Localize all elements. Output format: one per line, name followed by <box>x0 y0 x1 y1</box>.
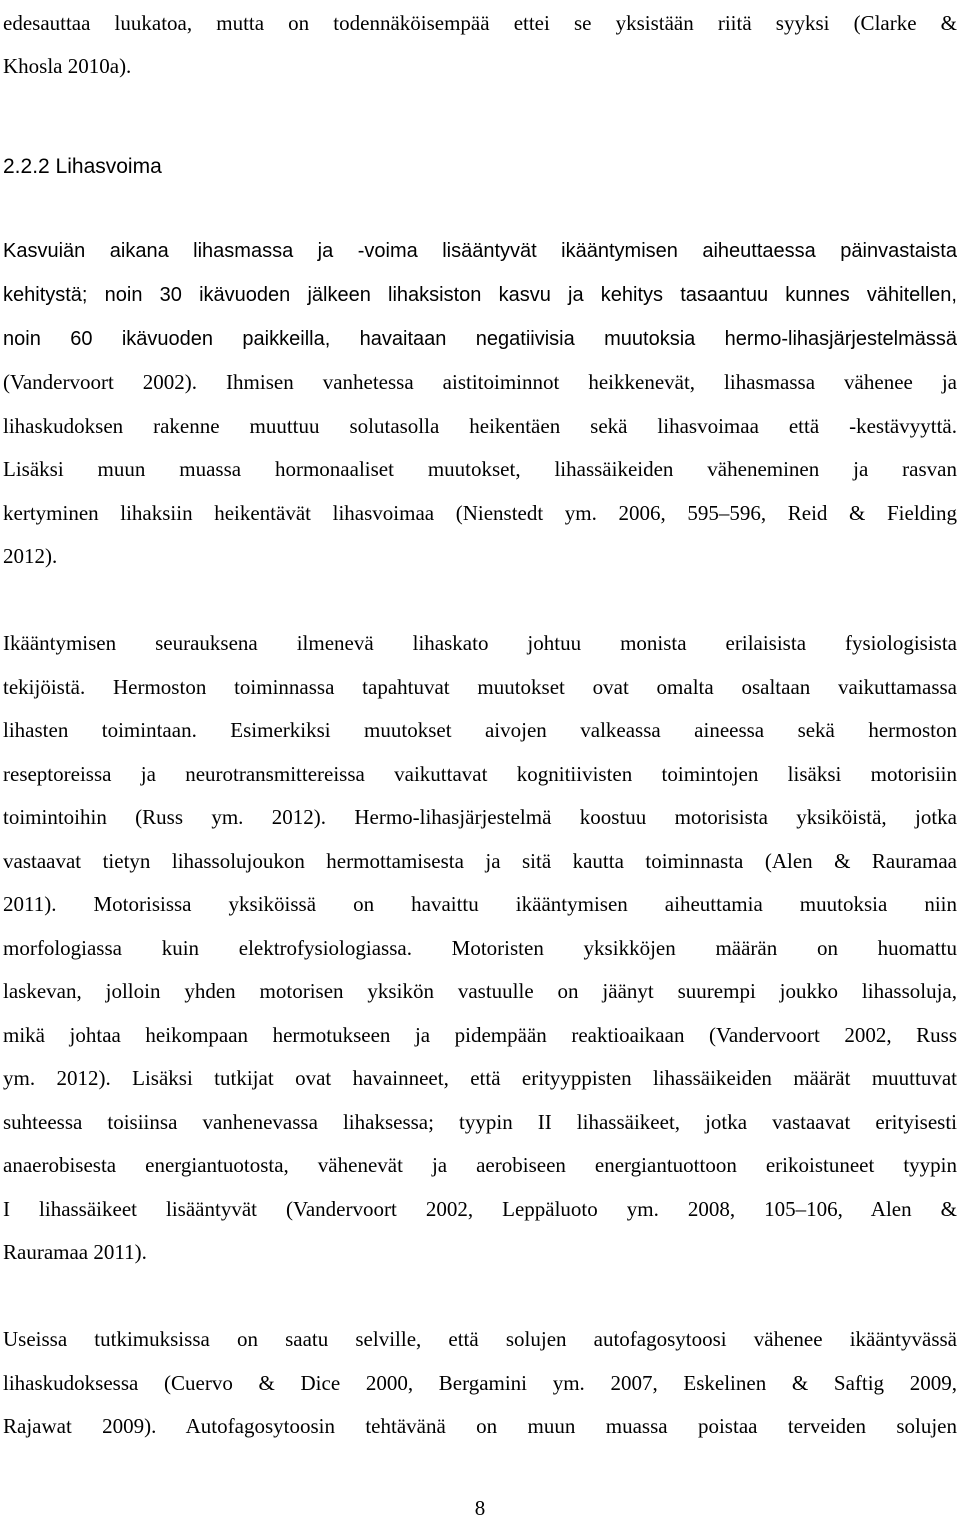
paragraph-line: noin 60 ikävuoden paikkeilla, havaitaan negatiivisia muutoksia hermo-lihasjärjestelmässä <box>3 328 957 350</box>
paragraph-line: Useissa tutkimuksissa on saatu selville, että solujen autofagosytoosi vähenee ikääntyvässä <box>3 1327 957 1351</box>
paragraph-line: Rauramaa 2011). <box>3 1240 147 1264</box>
paragraph-line: suhteessa toisiinsa vanhenevassa lihaksessa; tyypin II lihassäikeet, jotka vastaavat erityisesti <box>3 1110 957 1134</box>
section-heading: 2.2.2 Lihasvoima <box>3 155 162 178</box>
paragraph-line: vastaavat tietyn lihassolujoukon hermottamisesta ja sitä kautta toiminnasta (Alen & Rauramaa <box>3 849 957 873</box>
paragraph-line: morfologiassa kuin elektrofysiologiassa. Motoristen yksikköjen määrän on huomattu <box>3 936 957 960</box>
paragraph-line: lihaskudoksen rakenne muuttuu solutasolla heikentäen sekä lihasvoimaa että -kestävyyttä. <box>3 414 957 438</box>
paragraph-line: Rajawat 2009). Autofagosytoosin tehtävänä on muun muassa poistaa terveiden solujen <box>3 1414 957 1438</box>
intro-line: Khosla 2010a). <box>3 54 132 78</box>
paragraph-line: lihasten toimintaan. Esimerkiksi muutokset aivojen valkeassa aineessa sekä hermoston <box>3 718 957 742</box>
paragraph-line: reseptoreissa ja neurotransmittereissa vaikuttavat kognitiivisten toimintojen lisäksi motorisiin <box>3 762 957 786</box>
paragraph-line: I lihassäikeet lisääntyvät (Vandervoort 2002, Leppäluoto ym. 2008, 105–106, Alen & <box>3 1197 957 1221</box>
paragraph-line: 2012). <box>3 544 58 568</box>
paragraph-line: ym. 2012). Lisäksi tutkijat ovat havainneet, että erityyppisten lihassäikeiden määrät muuttuvat <box>3 1066 957 1090</box>
paragraph-line: toimintoihin (Russ ym. 2012). Hermo-lihasjärjestelmä koostuu motorisista yksiköistä, jotka <box>3 805 957 829</box>
paragraph-line: tekijöistä. Hermoston toiminnassa tapahtuvat muutokset ovat omalta osaltaan vaikuttamassa <box>3 675 957 699</box>
page-number: 8 <box>474 1496 486 1520</box>
paragraph-line: (Vandervoort 2002). Ihmisen vanhetessa aistitoiminnot heikkenevät, lihasmassa vähenee ja <box>3 370 957 394</box>
paragraph-line: Ikääntymisen seurauksena ilmenevä lihaskato johtuu monista erilaisista fysiologisista <box>3 631 957 655</box>
paragraph-line: mikä johtaa heikompaan hermotukseen ja pidempään reaktioaikaan (Vandervoort 2002, Russ <box>3 1023 957 1047</box>
paragraph-line: laskevan, jolloin yhden motorisen yksikön vastuulle on jäänyt suurempi joukko lihassoluja, <box>3 979 957 1003</box>
paragraph-line: 2011). Motorisissa yksiköissä on havaittu ikääntymisen aiheuttamia muutoksia niin <box>3 892 957 916</box>
paragraph-line: lihaskudoksessa (Cuervo & Dice 2000, Bergamini ym. 2007, Eskelinen & Saftig 2009, <box>3 1371 957 1395</box>
paragraph-line: kertyminen lihaksiin heikentävät lihasvoimaa (Nienstedt ym. 2006, 595–596, Reid & Fielding <box>3 501 957 525</box>
paragraph-line: anaerobisesta energiantuotosta, vähenevät ja aerobiseen energiantuottoon erikoistuneet tyypin <box>3 1153 957 1177</box>
paragraph-line: Lisäksi muun muassa hormonaaliset muutokset, lihassäikeiden väheneminen ja rasvan <box>3 457 957 481</box>
intro-line: edesauttaa luukatoa, mutta on todennäköisempää ettei se yksistään riitä syyksi (Clarke & <box>3 11 957 35</box>
paragraph-line: kehitystä; noin 30 ikävuoden jälkeen lihaksiston kasvu ja kehitys tasaantuu kunnes vähitellen, <box>3 284 957 306</box>
paragraph-line: Kasvuiän aikana lihasmassa ja -voima lisääntyvät ikääntymisen aiheuttaessa päinvastaista <box>3 240 957 262</box>
